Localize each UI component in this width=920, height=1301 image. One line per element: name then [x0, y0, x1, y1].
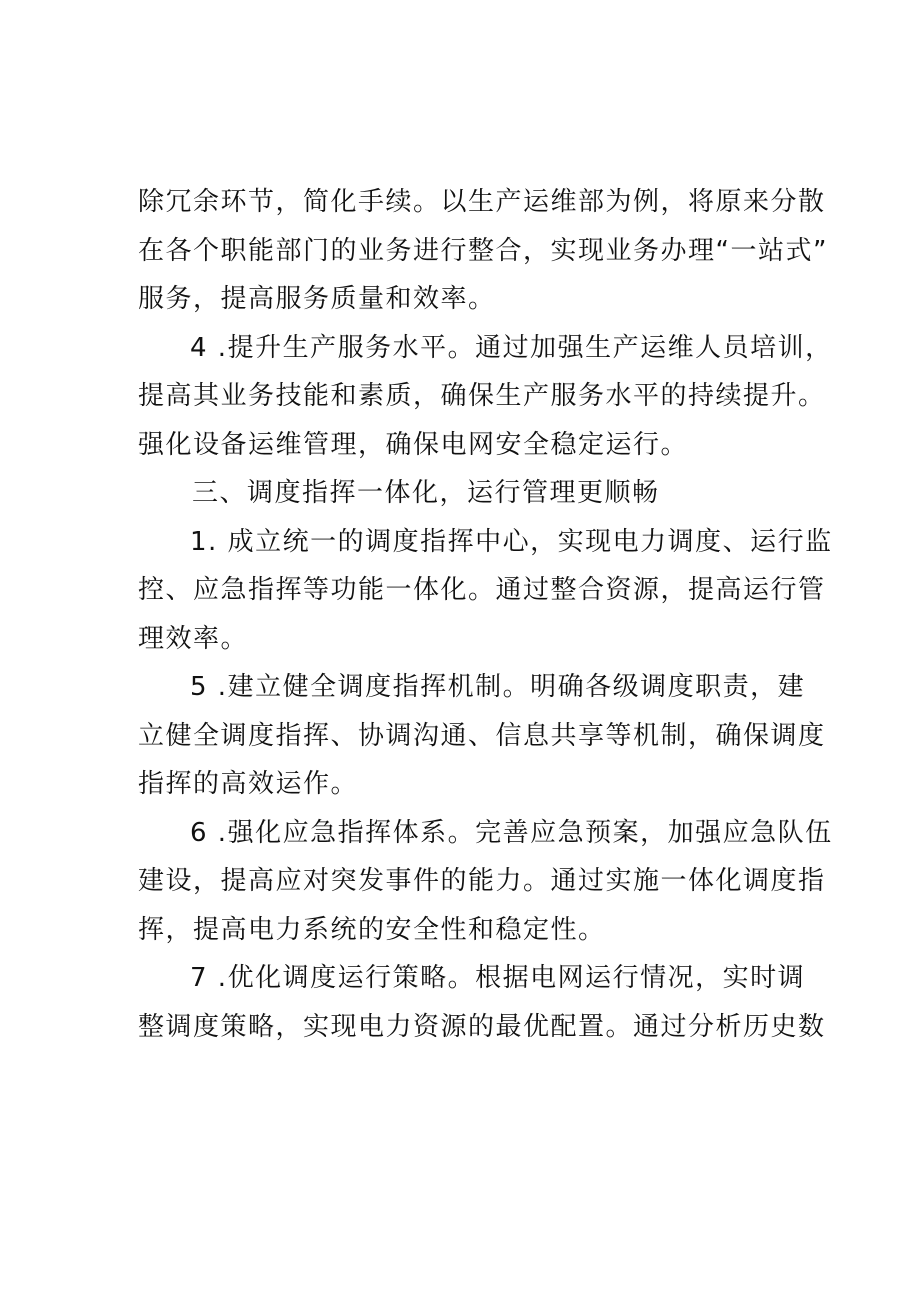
paragraph-item-1 [138, 518, 833, 664]
text-line: 4 .提升生产服务水平。通过加强生产运维人员培训， [190, 332, 833, 363]
text-line: 1. 成立统一的调度指挥中心，实现电力调度、运行监 [190, 526, 833, 557]
text-line: 除冗余环节，简化手续。以生产运维部为例，将原来分散 [138, 187, 826, 217]
text-line: 理效率。 [138, 623, 249, 654]
paragraph-item-6 [138, 809, 833, 955]
document-body [138, 178, 833, 1051]
text-line: 建设，提高应对突发事件的能力。通过实施一体化调度指 [138, 866, 826, 896]
paragraph-continuation [138, 178, 828, 324]
text-line: 控、应急指挥等功能一体化。通过整合资源，提高运行管 [138, 575, 826, 605]
paragraph-item-7 [138, 954, 826, 1051]
text-line: 挥，提高电力系统的安全性和稳定性。 [138, 914, 606, 945]
text-line: 立健全调度指挥、协调沟通、信息共享等机制，确保调度 [138, 720, 826, 751]
text-line: 6 .强化应急指挥体系。完善应急预案，加强应急队伍 [190, 817, 833, 848]
text-line: 服务，提高服务质量和效率。 [138, 284, 496, 314]
text-line: 7 .优化调度运行策略。根据电网运行情况，实时调 [190, 963, 806, 993]
text-line: 在各个职能部门的业务进行整合，实现业务办理“一站式” [138, 235, 828, 266]
text-line: 强化设备运维管理，确保电网安全稳定运行。 [138, 429, 689, 460]
section-heading [138, 469, 798, 518]
paragraph-item-4 [138, 324, 833, 470]
text-line: 5 .建立健全调度指挥机制。明确各级调度职责，建 [190, 672, 806, 702]
text-line: 提高其业务技能和素质，确保生产服务水平的持续提升。 [138, 381, 826, 411]
heading-text: 三、调度指挥一体化，运行管理更顺畅 [192, 478, 660, 508]
text-line: 整调度策略，实现电力资源的最优配置。通过分析历史数 [138, 1011, 826, 1042]
paragraph-item-5 [138, 663, 826, 809]
text-line: 指挥的高效运作。 [138, 769, 359, 799]
